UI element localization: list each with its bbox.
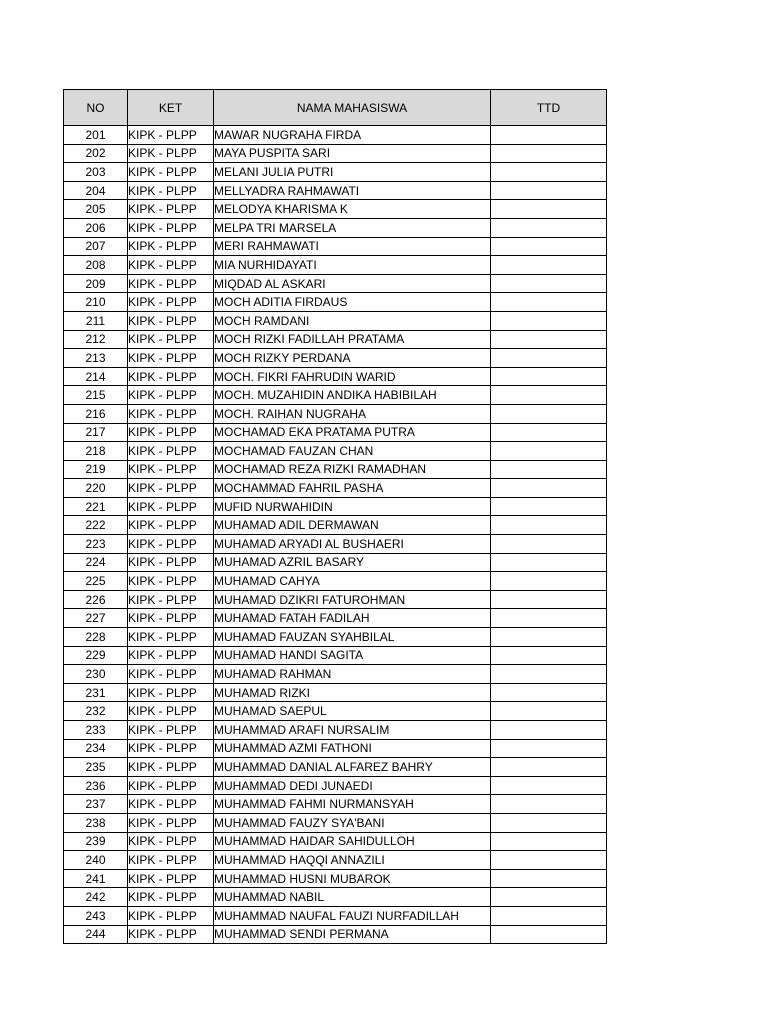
row-ket: KIPK - PLPP bbox=[128, 144, 214, 163]
row-signature-cell bbox=[491, 665, 607, 684]
row-ket: KIPK - PLPP bbox=[128, 218, 214, 237]
table-row bbox=[64, 479, 607, 498]
table-row bbox=[64, 181, 607, 200]
row-student-name: MUHAMAD ARYADI AL BUSHAERI bbox=[214, 535, 491, 554]
table-row bbox=[64, 404, 607, 423]
row-student-name: MELANI JULIA PUTRI bbox=[214, 163, 491, 182]
row-student-name: MERI RAHMAWATI bbox=[214, 237, 491, 256]
table-row bbox=[64, 925, 607, 944]
row-signature-cell bbox=[491, 721, 607, 740]
attendance-table bbox=[63, 89, 607, 944]
row-ket: KIPK - PLPP bbox=[128, 516, 214, 535]
row-signature-cell bbox=[491, 497, 607, 516]
row-ket: KIPK - PLPP bbox=[128, 126, 214, 145]
row-number: 212 bbox=[64, 330, 128, 349]
row-student-name: MUHAMAD FATAH FADILAH bbox=[214, 609, 491, 628]
row-ket: KIPK - PLPP bbox=[128, 479, 214, 498]
row-student-name: MIQDAD AL ASKARI bbox=[214, 274, 491, 293]
row-signature-cell bbox=[491, 888, 607, 907]
table-body bbox=[64, 126, 607, 944]
row-student-name: MUHAMAD CAHYA bbox=[214, 572, 491, 591]
row-signature-cell bbox=[491, 832, 607, 851]
row-ket: KIPK - PLPP bbox=[128, 497, 214, 516]
row-number: 218 bbox=[64, 442, 128, 461]
table-row bbox=[64, 628, 607, 647]
row-signature-cell bbox=[491, 163, 607, 182]
row-number: 221 bbox=[64, 497, 128, 516]
row-number: 204 bbox=[64, 181, 128, 200]
row-ket: KIPK - PLPP bbox=[128, 925, 214, 944]
row-signature-cell bbox=[491, 181, 607, 200]
row-student-name: MOCH. FIKRI FAHRUDIN WARID bbox=[214, 367, 491, 386]
header-ket: KET bbox=[128, 90, 214, 126]
row-ket: KIPK - PLPP bbox=[128, 739, 214, 758]
row-number: 225 bbox=[64, 572, 128, 591]
row-student-name: MOCH. RAIHAN NUGRAHA bbox=[214, 404, 491, 423]
row-number: 207 bbox=[64, 237, 128, 256]
row-student-name: MOCH ADITIA FIRDAUS bbox=[214, 293, 491, 312]
row-ket: KIPK - PLPP bbox=[128, 665, 214, 684]
row-student-name: MUHAMMAD AZMI FATHONI bbox=[214, 739, 491, 758]
row-student-name: MOCHAMAD REZA RIZKI RAMADHAN bbox=[214, 460, 491, 479]
table-row bbox=[64, 497, 607, 516]
row-number: 219 bbox=[64, 460, 128, 479]
row-student-name: MOCH. MUZAHIDIN ANDIKA HABIBILAH bbox=[214, 386, 491, 405]
row-student-name: MUHAMMAD HAQQI ANNAZILI bbox=[214, 851, 491, 870]
row-signature-cell bbox=[491, 851, 607, 870]
row-student-name: MOCHAMAD EKA PRATAMA PUTRA bbox=[214, 423, 491, 442]
row-student-name: MOCHAMMAD FAHRIL PASHA bbox=[214, 479, 491, 498]
table-header bbox=[64, 90, 607, 126]
row-ket: KIPK - PLPP bbox=[128, 237, 214, 256]
row-number: 243 bbox=[64, 906, 128, 925]
row-ket: KIPK - PLPP bbox=[128, 628, 214, 647]
row-ket: KIPK - PLPP bbox=[128, 906, 214, 925]
table-row bbox=[64, 590, 607, 609]
row-signature-cell bbox=[491, 590, 607, 609]
table-row bbox=[64, 218, 607, 237]
row-student-name: MAWAR NUGRAHA FIRDA bbox=[214, 126, 491, 145]
table-row bbox=[64, 311, 607, 330]
table-row bbox=[64, 832, 607, 851]
row-number: 240 bbox=[64, 851, 128, 870]
table-row bbox=[64, 293, 607, 312]
row-student-name: MUHAMMAD HUSNI MUBAROK bbox=[214, 869, 491, 888]
row-number: 216 bbox=[64, 404, 128, 423]
row-signature-cell bbox=[491, 572, 607, 591]
row-signature-cell bbox=[491, 386, 607, 405]
row-signature-cell bbox=[491, 256, 607, 275]
row-number: 227 bbox=[64, 609, 128, 628]
table-row bbox=[64, 367, 607, 386]
table-row bbox=[64, 758, 607, 777]
row-student-name: MUHAMMAD DANIAL ALFAREZ BAHRY bbox=[214, 758, 491, 777]
table-row bbox=[64, 163, 607, 182]
row-student-name: MUFID NURWAHIDIN bbox=[214, 497, 491, 516]
row-ket: KIPK - PLPP bbox=[128, 776, 214, 795]
table-row bbox=[64, 349, 607, 368]
row-number: 229 bbox=[64, 646, 128, 665]
row-student-name: MOCH RAMDANI bbox=[214, 311, 491, 330]
row-student-name: MUHAMAD DZIKRI FATUROHMAN bbox=[214, 590, 491, 609]
row-ket: KIPK - PLPP bbox=[128, 367, 214, 386]
row-signature-cell bbox=[491, 367, 607, 386]
table-row bbox=[64, 200, 607, 219]
table-row bbox=[64, 144, 607, 163]
table-row bbox=[64, 906, 607, 925]
row-student-name: MUHAMMAD SENDI PERMANA bbox=[214, 925, 491, 944]
row-signature-cell bbox=[491, 200, 607, 219]
header-row bbox=[64, 90, 607, 126]
row-student-name: MAYA PUSPITA SARI bbox=[214, 144, 491, 163]
row-signature-cell bbox=[491, 628, 607, 647]
row-ket: KIPK - PLPP bbox=[128, 832, 214, 851]
row-number: 238 bbox=[64, 813, 128, 832]
table-row bbox=[64, 460, 607, 479]
table-row bbox=[64, 888, 607, 907]
row-signature-cell bbox=[491, 683, 607, 702]
row-signature-cell bbox=[491, 776, 607, 795]
table-row bbox=[64, 237, 607, 256]
row-number: 232 bbox=[64, 702, 128, 721]
table-row bbox=[64, 813, 607, 832]
row-ket: KIPK - PLPP bbox=[128, 200, 214, 219]
table-row bbox=[64, 683, 607, 702]
row-ket: KIPK - PLPP bbox=[128, 888, 214, 907]
row-number: 215 bbox=[64, 386, 128, 405]
row-signature-cell bbox=[491, 404, 607, 423]
row-ket: KIPK - PLPP bbox=[128, 851, 214, 870]
table-row bbox=[64, 869, 607, 888]
row-ket: KIPK - PLPP bbox=[128, 646, 214, 665]
row-number: 242 bbox=[64, 888, 128, 907]
table-row bbox=[64, 795, 607, 814]
row-student-name: MUHAMMAD ARAFI NURSALIM bbox=[214, 721, 491, 740]
table-row bbox=[64, 256, 607, 275]
row-signature-cell bbox=[491, 702, 607, 721]
row-student-name: MUHAMAD HANDI SAGITA bbox=[214, 646, 491, 665]
row-number: 241 bbox=[64, 869, 128, 888]
table-row bbox=[64, 126, 607, 145]
row-number: 217 bbox=[64, 423, 128, 442]
row-ket: KIPK - PLPP bbox=[128, 181, 214, 200]
row-number: 208 bbox=[64, 256, 128, 275]
row-student-name: MOCHAMAD FAUZAN CHAN bbox=[214, 442, 491, 461]
row-ket: KIPK - PLPP bbox=[128, 423, 214, 442]
row-number: 201 bbox=[64, 126, 128, 145]
row-number: 228 bbox=[64, 628, 128, 647]
row-number: 224 bbox=[64, 553, 128, 572]
row-ket: KIPK - PLPP bbox=[128, 535, 214, 554]
row-signature-cell bbox=[491, 535, 607, 554]
row-number: 203 bbox=[64, 163, 128, 182]
row-number: 210 bbox=[64, 293, 128, 312]
row-signature-cell bbox=[491, 274, 607, 293]
table-row bbox=[64, 330, 607, 349]
row-ket: KIPK - PLPP bbox=[128, 349, 214, 368]
row-ket: KIPK - PLPP bbox=[128, 683, 214, 702]
row-number: 223 bbox=[64, 535, 128, 554]
row-student-name: MUHAMMAD HAIDAR SAHIDULLOH bbox=[214, 832, 491, 851]
table-row bbox=[64, 274, 607, 293]
row-signature-cell bbox=[491, 609, 607, 628]
row-ket: KIPK - PLPP bbox=[128, 460, 214, 479]
table-row bbox=[64, 572, 607, 591]
table-row bbox=[64, 386, 607, 405]
row-number: 220 bbox=[64, 479, 128, 498]
row-number: 237 bbox=[64, 795, 128, 814]
row-student-name: MOCH RIZKY PERDANA bbox=[214, 349, 491, 368]
row-number: 211 bbox=[64, 311, 128, 330]
row-ket: KIPK - PLPP bbox=[128, 163, 214, 182]
header-nama-mahasiswa: NAMA MAHASISWA bbox=[214, 90, 491, 126]
header-no: NO bbox=[64, 90, 128, 126]
table-row bbox=[64, 702, 607, 721]
row-ket: KIPK - PLPP bbox=[128, 256, 214, 275]
header-ttd: TTD bbox=[491, 90, 607, 126]
row-signature-cell bbox=[491, 330, 607, 349]
row-number: 234 bbox=[64, 739, 128, 758]
table-row bbox=[64, 423, 607, 442]
row-student-name: MUHAMMAD NABIL bbox=[214, 888, 491, 907]
row-student-name: MUHAMAD ADIL DERMAWAN bbox=[214, 516, 491, 535]
table-row bbox=[64, 851, 607, 870]
row-student-name: MUHAMMAD FAHMI NURMANSYAH bbox=[214, 795, 491, 814]
row-number: 209 bbox=[64, 274, 128, 293]
row-student-name: MUHAMAD AZRIL BASARY bbox=[214, 553, 491, 572]
row-signature-cell bbox=[491, 906, 607, 925]
row-student-name: MUHAMMAD FAUZY SYA'BANI bbox=[214, 813, 491, 832]
row-signature-cell bbox=[491, 349, 607, 368]
table-row bbox=[64, 553, 607, 572]
row-student-name: MUHAMMAD NAUFAL FAUZI NURFADILLAH bbox=[214, 906, 491, 925]
row-ket: KIPK - PLPP bbox=[128, 572, 214, 591]
row-student-name: MUHAMMAD DEDI JUNAEDI bbox=[214, 776, 491, 795]
row-signature-cell bbox=[491, 126, 607, 145]
row-signature-cell bbox=[491, 758, 607, 777]
row-signature-cell bbox=[491, 553, 607, 572]
row-ket: KIPK - PLPP bbox=[128, 702, 214, 721]
row-number: 205 bbox=[64, 200, 128, 219]
table-row bbox=[64, 646, 607, 665]
row-signature-cell bbox=[491, 237, 607, 256]
row-signature-cell bbox=[491, 479, 607, 498]
row-number: 236 bbox=[64, 776, 128, 795]
row-signature-cell bbox=[491, 739, 607, 758]
row-student-name: MELODYA KHARISMA K bbox=[214, 200, 491, 219]
row-ket: KIPK - PLPP bbox=[128, 553, 214, 572]
row-number: 235 bbox=[64, 758, 128, 777]
row-signature-cell bbox=[491, 813, 607, 832]
row-signature-cell bbox=[491, 646, 607, 665]
row-signature-cell bbox=[491, 925, 607, 944]
row-ket: KIPK - PLPP bbox=[128, 311, 214, 330]
row-number: 233 bbox=[64, 721, 128, 740]
row-ket: KIPK - PLPP bbox=[128, 609, 214, 628]
row-ket: KIPK - PLPP bbox=[128, 404, 214, 423]
row-ket: KIPK - PLPP bbox=[128, 442, 214, 461]
row-ket: KIPK - PLPP bbox=[128, 813, 214, 832]
row-ket: KIPK - PLPP bbox=[128, 386, 214, 405]
row-student-name: MOCH RIZKI FADILLAH PRATAMA bbox=[214, 330, 491, 349]
row-signature-cell bbox=[491, 311, 607, 330]
row-ket: KIPK - PLPP bbox=[128, 721, 214, 740]
row-signature-cell bbox=[491, 218, 607, 237]
table-row bbox=[64, 739, 607, 758]
row-ket: KIPK - PLPP bbox=[128, 795, 214, 814]
row-number: 239 bbox=[64, 832, 128, 851]
row-ket: KIPK - PLPP bbox=[128, 293, 214, 312]
row-signature-cell bbox=[491, 795, 607, 814]
table-row bbox=[64, 442, 607, 461]
row-student-name: MELPA TRI MARSELA bbox=[214, 218, 491, 237]
row-student-name: MIA NURHIDAYATI bbox=[214, 256, 491, 275]
table-row bbox=[64, 665, 607, 684]
table-row bbox=[64, 535, 607, 554]
row-signature-cell bbox=[491, 460, 607, 479]
row-ket: KIPK - PLPP bbox=[128, 590, 214, 609]
row-signature-cell bbox=[491, 144, 607, 163]
row-number: 222 bbox=[64, 516, 128, 535]
row-number: 230 bbox=[64, 665, 128, 684]
table-row bbox=[64, 516, 607, 535]
row-ket: KIPK - PLPP bbox=[128, 274, 214, 293]
row-signature-cell bbox=[491, 869, 607, 888]
row-ket: KIPK - PLPP bbox=[128, 869, 214, 888]
row-number: 231 bbox=[64, 683, 128, 702]
row-student-name: MELLYADRA RAHMAWATI bbox=[214, 181, 491, 200]
row-signature-cell bbox=[491, 293, 607, 312]
table-row bbox=[64, 609, 607, 628]
row-student-name: MUHAMAD FAUZAN SYAHBILAL bbox=[214, 628, 491, 647]
row-number: 226 bbox=[64, 590, 128, 609]
row-number: 202 bbox=[64, 144, 128, 163]
table-row bbox=[64, 721, 607, 740]
row-number: 244 bbox=[64, 925, 128, 944]
row-ket: KIPK - PLPP bbox=[128, 758, 214, 777]
row-student-name: MUHAMAD SAEPUL bbox=[214, 702, 491, 721]
row-signature-cell bbox=[491, 423, 607, 442]
row-student-name: MUHAMAD RIZKI bbox=[214, 683, 491, 702]
table-row bbox=[64, 776, 607, 795]
row-student-name: MUHAMAD RAHMAN bbox=[214, 665, 491, 684]
row-signature-cell bbox=[491, 442, 607, 461]
row-number: 206 bbox=[64, 218, 128, 237]
row-signature-cell bbox=[491, 516, 607, 535]
row-number: 213 bbox=[64, 349, 128, 368]
row-ket: KIPK - PLPP bbox=[128, 330, 214, 349]
row-number: 214 bbox=[64, 367, 128, 386]
